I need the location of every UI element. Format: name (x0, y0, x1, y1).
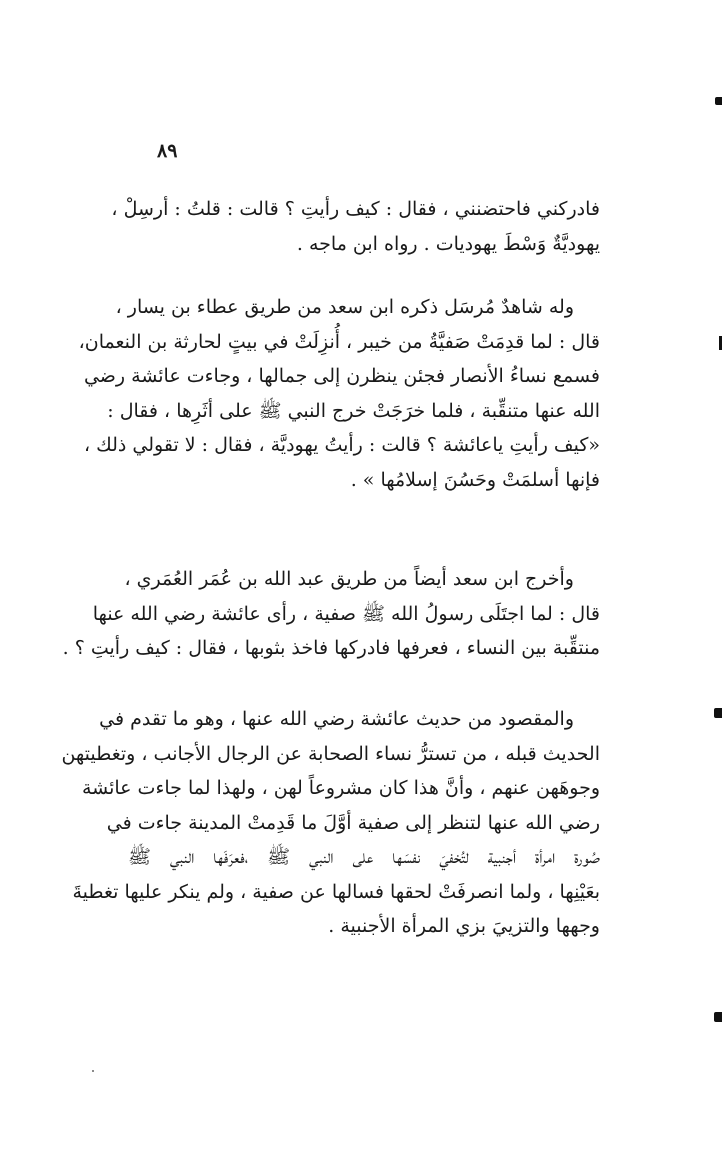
paragraph-2 (78, 290, 600, 497)
text-line: فإنها أسلمَتْ وحَسُنَ إسلامُها » . (350, 468, 600, 491)
text-line: صُورة امرأة أجنبية لتُخفيَ نفسَها على النبي ﷺ ،فعرَفَها النبي ﷺ (128, 846, 600, 868)
scan-edge-mark (714, 1012, 722, 1022)
text-line: قال : لما اجتَلَى رسولُ الله ﷺ صفية ، رأى عائشة رضي الله عنها (92, 602, 600, 625)
text-line: قال : لما قدِمَتْ صَفيَّةُ من خيبر ، أُنزِلَتْ في بيتٍ لحارثة بن النعمان، (78, 330, 600, 353)
text-line: يهوديَّةٌ وَسْطَ يهوديات . رواه ابن ماجه . (296, 232, 600, 255)
text-line: فسمع نساءُ الأنصار فجئن ينظرن إلى جمالها ، وجاءت عائشة رضي (83, 365, 600, 387)
text-line: وجوهَهن عنهم ، وأنَّ هذا كان مشروعاً لهن ، ولهذا لما جاءت عائشة (81, 777, 600, 799)
text-line: الحديث قبله ، من تسترُّ نساء الصحابة عن الرجال الأجانب ، وتغطيتهن (61, 742, 600, 765)
text-line: منتقِّبة بين النساء ، فعرفها فادركها فاخذ بثوبها ، فقال : كيف رأيتِ ؟ . (62, 637, 600, 659)
text-line: رضي الله عنها لتنظر إلى صفية أوَّلَ ما قَدِمتْ المدينة جاءت في (106, 811, 600, 834)
text-line: وجهها والتزييَ بزي المرأة الأجنبية . (328, 915, 600, 937)
text-line: وأخرج ابن سعد أيضاً من طريق عبد الله بن عُمَر العُمَري ، (124, 568, 574, 590)
scan-edge-mark (715, 97, 722, 105)
text-line: الله عنها متنقِّبة ، فلما خرَجَتْ خرج النبي ﷺ على أثَرِها ، فقال : (107, 399, 600, 422)
text-line: فادركني فاحتضنني ، فقال : كيف رأيتِ ؟ قالت : قلتُ : أرسِلْ ، (111, 198, 600, 220)
text-line: بعَيْنِها ، ولما انصرفَتْ لحقها فسالها عن صفية ، ولم ينكر عليها تغطيةَ (72, 880, 600, 903)
paragraph-3 (62, 562, 600, 666)
paragraph-1 (111, 192, 600, 261)
text-line: وله شاهدٌ مُرسَل ذكره ابن سعد من طريق عطاء بن يسار ، (115, 296, 574, 318)
text-line: والمقصود من حديث عائشة رضي الله عنها ، وهو ما تقدم في (99, 708, 574, 730)
scan-speck (92, 1070, 94, 1072)
scan-edge-mark (714, 708, 722, 718)
page-number: ٨٩ (157, 140, 178, 162)
paragraph-4 (61, 702, 600, 944)
text-line: «كيف رأيتِ ياعائشة ؟ قالت : رأيتُ يهوديَّة ، فقال : لا تقولي ذلك ، (83, 434, 600, 456)
